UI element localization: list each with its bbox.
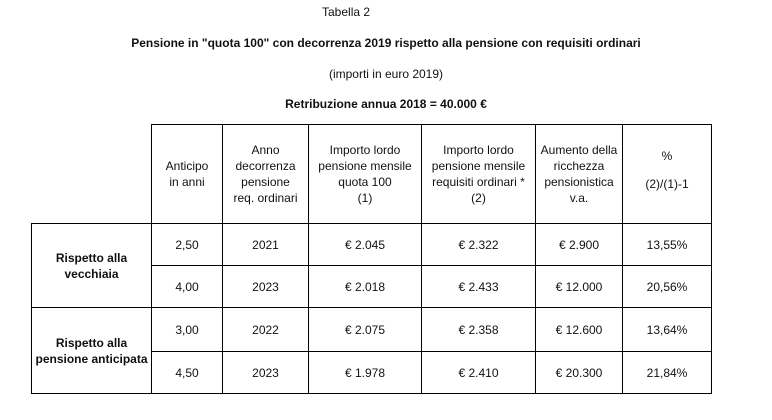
header-line: Importo lordo <box>443 143 514 157</box>
cell-percent: 13,64% <box>623 308 712 352</box>
cell-percent: 13,55% <box>623 224 712 266</box>
header-line: decorrenza <box>235 159 296 173</box>
header-line: (1) <box>357 191 373 205</box>
group-label-line: Rispetto alla <box>55 335 128 350</box>
header-aumento-ricchezza <box>536 125 623 224</box>
header-line: pensione <box>241 175 290 189</box>
header-line: in anni <box>169 175 205 189</box>
cell-percent: 21,84% <box>623 352 712 394</box>
header-line: % <box>661 149 673 163</box>
cell-importo-ordinari: € 2.433 <box>422 266 536 308</box>
cell-importo-ordinari: € 2.410 <box>422 352 536 394</box>
document-title: Pensione in "quota 100" con decorrenza 2019 rispetto alla pensione con requisiti ordinari <box>131 36 641 50</box>
cell-anticipo: 3,00 <box>152 308 223 352</box>
header-anno-decorrenza <box>223 125 309 224</box>
group-label-line: Rispetto alla <box>55 250 128 265</box>
header-line: (2) <box>471 191 486 205</box>
header-line: v.a. <box>569 191 589 205</box>
header-percent <box>623 125 712 224</box>
cell-percent: 20,56% <box>623 266 712 308</box>
header-line: (2)/(1)-1 <box>645 177 689 191</box>
header-line: Anno <box>251 143 280 157</box>
cell-anticipo: 2,50 <box>152 224 223 266</box>
header-line: Importo lordo <box>329 143 401 157</box>
table-row <box>32 308 712 352</box>
cell-anticipo: 4,50 <box>152 352 223 394</box>
header-line: requisiti ordinari * <box>432 175 525 189</box>
header-line: quota 100 <box>338 175 392 189</box>
header-row <box>32 125 712 224</box>
header-line: Aumento della <box>540 143 618 157</box>
group-label-vecchiaia <box>32 224 152 308</box>
cell-anno: 2023 <box>223 352 309 394</box>
cell-importo-ordinari: € 2.358 <box>422 308 536 352</box>
pension-table <box>31 124 712 394</box>
cell-anno: 2021 <box>223 224 309 266</box>
cell-aumento: € 2.900 <box>536 224 623 266</box>
cell-importo-quota100: € 2.075 <box>309 308 422 352</box>
cell-aumento: € 20.300 <box>536 352 623 394</box>
group-label-line: vecchiaia <box>64 266 119 281</box>
cell-anticipo: 4,00 <box>152 266 223 308</box>
header-line: ricchezza <box>553 159 605 173</box>
header-line: pensione mensile <box>431 159 526 173</box>
group-label-anticipata <box>32 308 152 394</box>
cell-importo-quota100: € 2.018 <box>309 266 422 308</box>
cell-aumento: € 12.000 <box>536 266 623 308</box>
cell-aumento: € 12.600 <box>536 308 623 352</box>
header-line: pensionistica <box>544 175 614 189</box>
header-line: Anticipo <box>165 159 209 173</box>
header-importo-quota100 <box>309 125 422 224</box>
header-importo-ordinari <box>422 125 536 224</box>
header-line: pensione mensile <box>318 159 412 173</box>
amounts-note: (importi in euro 2019) <box>328 67 444 81</box>
group-label-line: pensione anticipata <box>35 351 148 366</box>
cell-importo-ordinari: € 2.322 <box>422 224 536 266</box>
cell-anno: 2022 <box>223 308 309 352</box>
salary-note: Retribuzione annua 2018 = 40.000 € <box>285 97 487 111</box>
header-anticipo <box>152 125 223 224</box>
table-label: Tabella 2 <box>322 5 371 19</box>
empty-corner-cell <box>32 125 152 224</box>
header-line: req. ordinari <box>233 191 298 205</box>
cell-importo-quota100: € 1.978 <box>309 352 422 394</box>
cell-importo-quota100: € 2.045 <box>309 224 422 266</box>
cell-anno: 2023 <box>223 266 309 308</box>
table-row <box>32 224 712 266</box>
